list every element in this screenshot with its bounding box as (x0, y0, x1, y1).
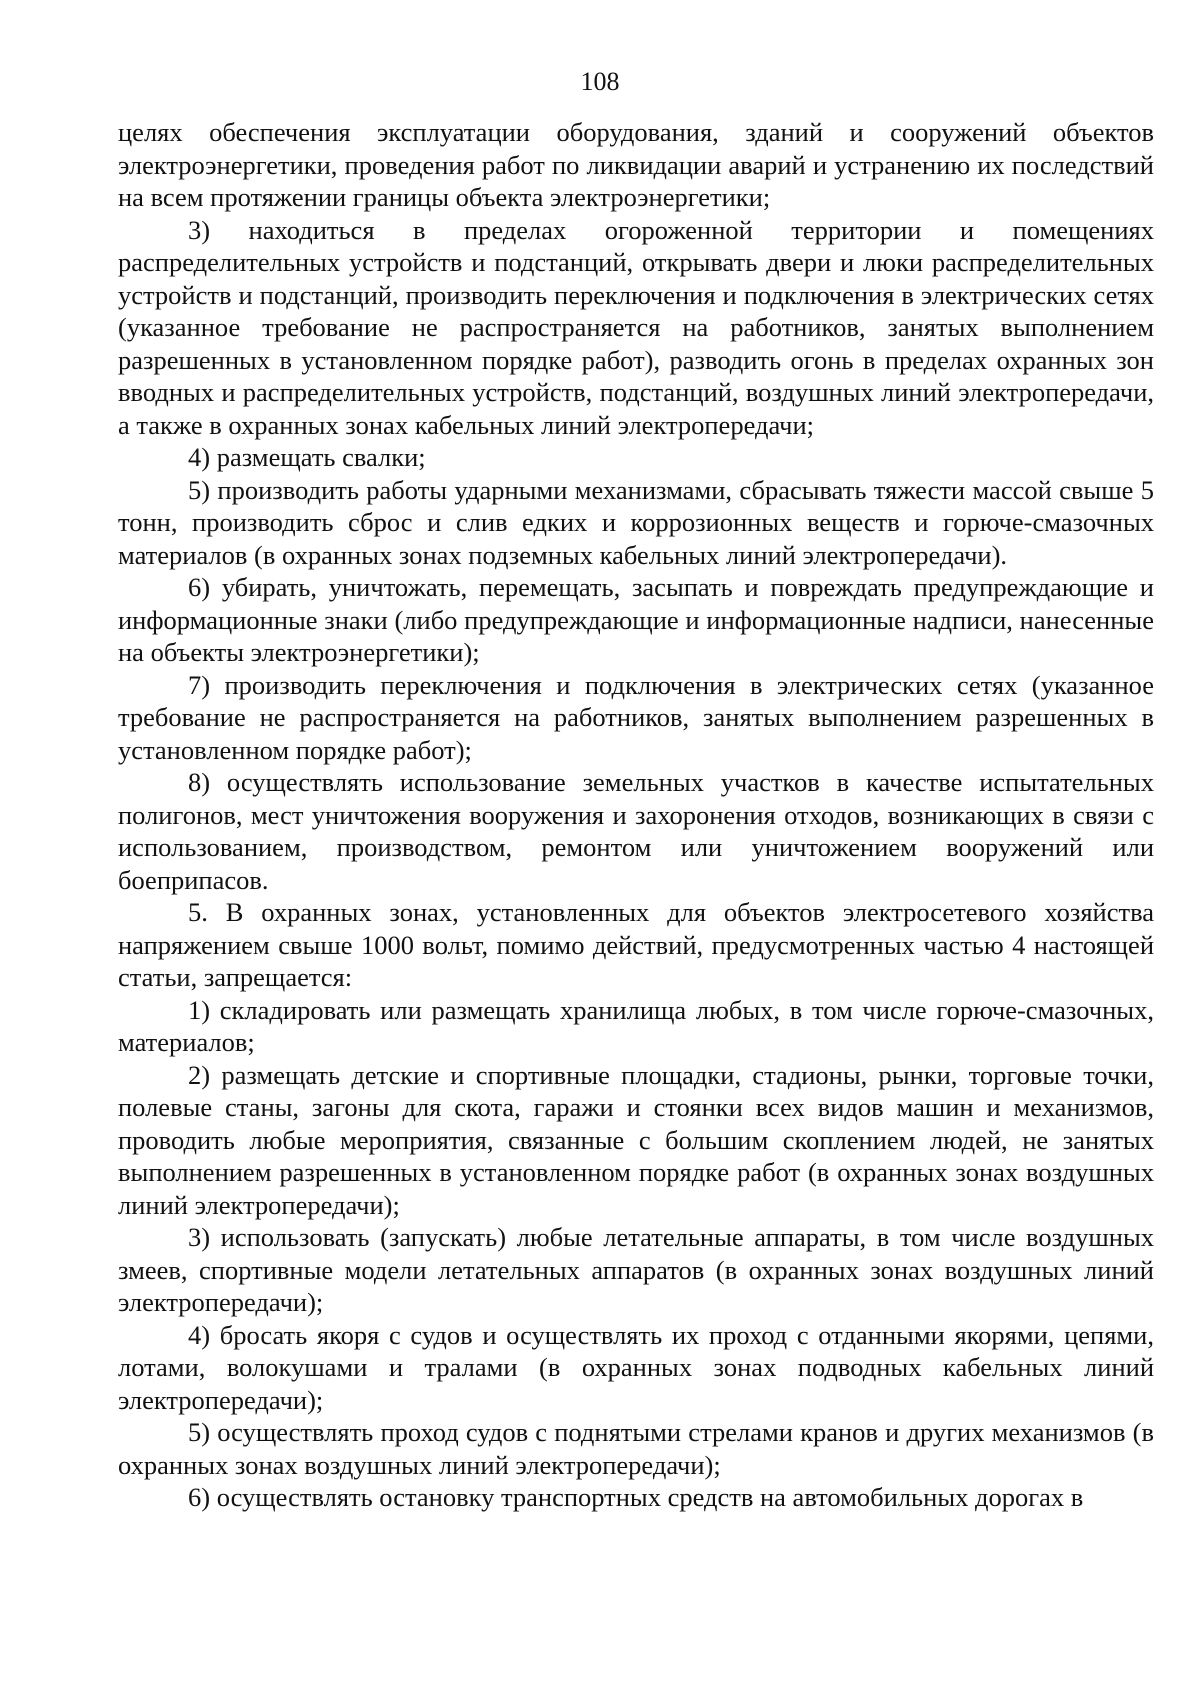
paragraph: 6) осуществлять остановку транспортных средств на автомобильных дорогах в (188, 1482, 1084, 1512)
paragraph: целях обеспечения эксплуатации оборудования, зданий и сооружений объектов электроэнергетики, проведения работ по ликвидации аварий и устранению их последствий на всем протяжении границы объекта электроэнергетики; (118, 117, 1154, 212)
document-body (118, 116, 1154, 1514)
paragraph: 7) производить переключения и подключения в электрических сетях (указанное требование не распространяется на работников, занятых выполнением разрешенных в установленном порядке работ); (118, 669, 1154, 765)
paragraph: 3) находиться в пределах огороженной территории и помещениях распределительных устройств и подстанций, открывать двери и люки распределительных устройств и подстанций, производить переключения и подключения в электрических сетях (указанное требование не распространяется на работников, занятых выполнением разрешенных в установленном порядке работ), разводить огонь в пределах охранных зон вводных и распределительных устройств, подстанций, воздушных линий электропередачи, а также в охранных зонах кабельных линий электропередачи; (118, 214, 1154, 440)
paragraph: 8) осуществлять использование земельных участков в качестве испытательных полигонов, мест уничтожения вооружения и захоронения отходов, возникающих в связи с использованием, производством, ремонтом или уничтожением вооружений или боеприпасов. (118, 767, 1154, 895)
paragraph: 4) бросать якоря с судов и осуществлять их проход с отданными якорями, цепями, лотами, волокушами и тралами (в охранных зонах подводных кабельных линий электропередачи); (118, 1319, 1154, 1415)
paragraph: 2) размещать детские и спортивные площадки, стадионы, рынки, торговые точки, полевые станы, загоны для скота, гаражи и стоянки всех видов машин и механизмов, проводить любые мероприятия, связанные с большим скоплением людей, не занятых выполнением разрешенных в установленном порядке работ (в охранных зонах воздушных линий электропередачи); (118, 1059, 1154, 1220)
paragraph: 3) использовать (запускать) любые летательные аппараты, в том числе воздушных змеев, спортивные модели летательных аппаратов (в охранных зонах воздушных линий электропередачи); (118, 1222, 1154, 1317)
paragraph: 5) производить работы ударными механизмами, сбрасывать тяжести массой свыше 5 тонн, производить сброс и слив едких и коррозионных веществ и горюче-смазочных материалов (в охранных зонах подземных кабельных линий электропередачи). (118, 474, 1154, 570)
paragraph: 1) складировать или размещать хранилища любых, в том числе горюче-смазочных, материалов; (118, 994, 1154, 1057)
page-number: 108 (580, 67, 620, 96)
paragraph: 6) убирать, уничтожать, перемещать, засыпать и повреждать предупреждающие и информационные знаки (либо предупреждающие и информационные надписи, нанесенные на объекты электроэнергетики); (118, 572, 1154, 667)
paragraph: 4) размещать свалки; (188, 442, 426, 472)
paragraph: 5) осуществлять проход судов с поднятыми стрелами кранов и других механизмов (в охранных зонах воздушных линий электропередачи); (118, 1417, 1154, 1480)
paragraph: 5. В охранных зонах, установленных для объектов электросетевого хозяйства напряжением свыше 1000 вольт, помимо действий, предусмотренных частью 4 настоящей статьи, запрещается: (118, 897, 1154, 992)
